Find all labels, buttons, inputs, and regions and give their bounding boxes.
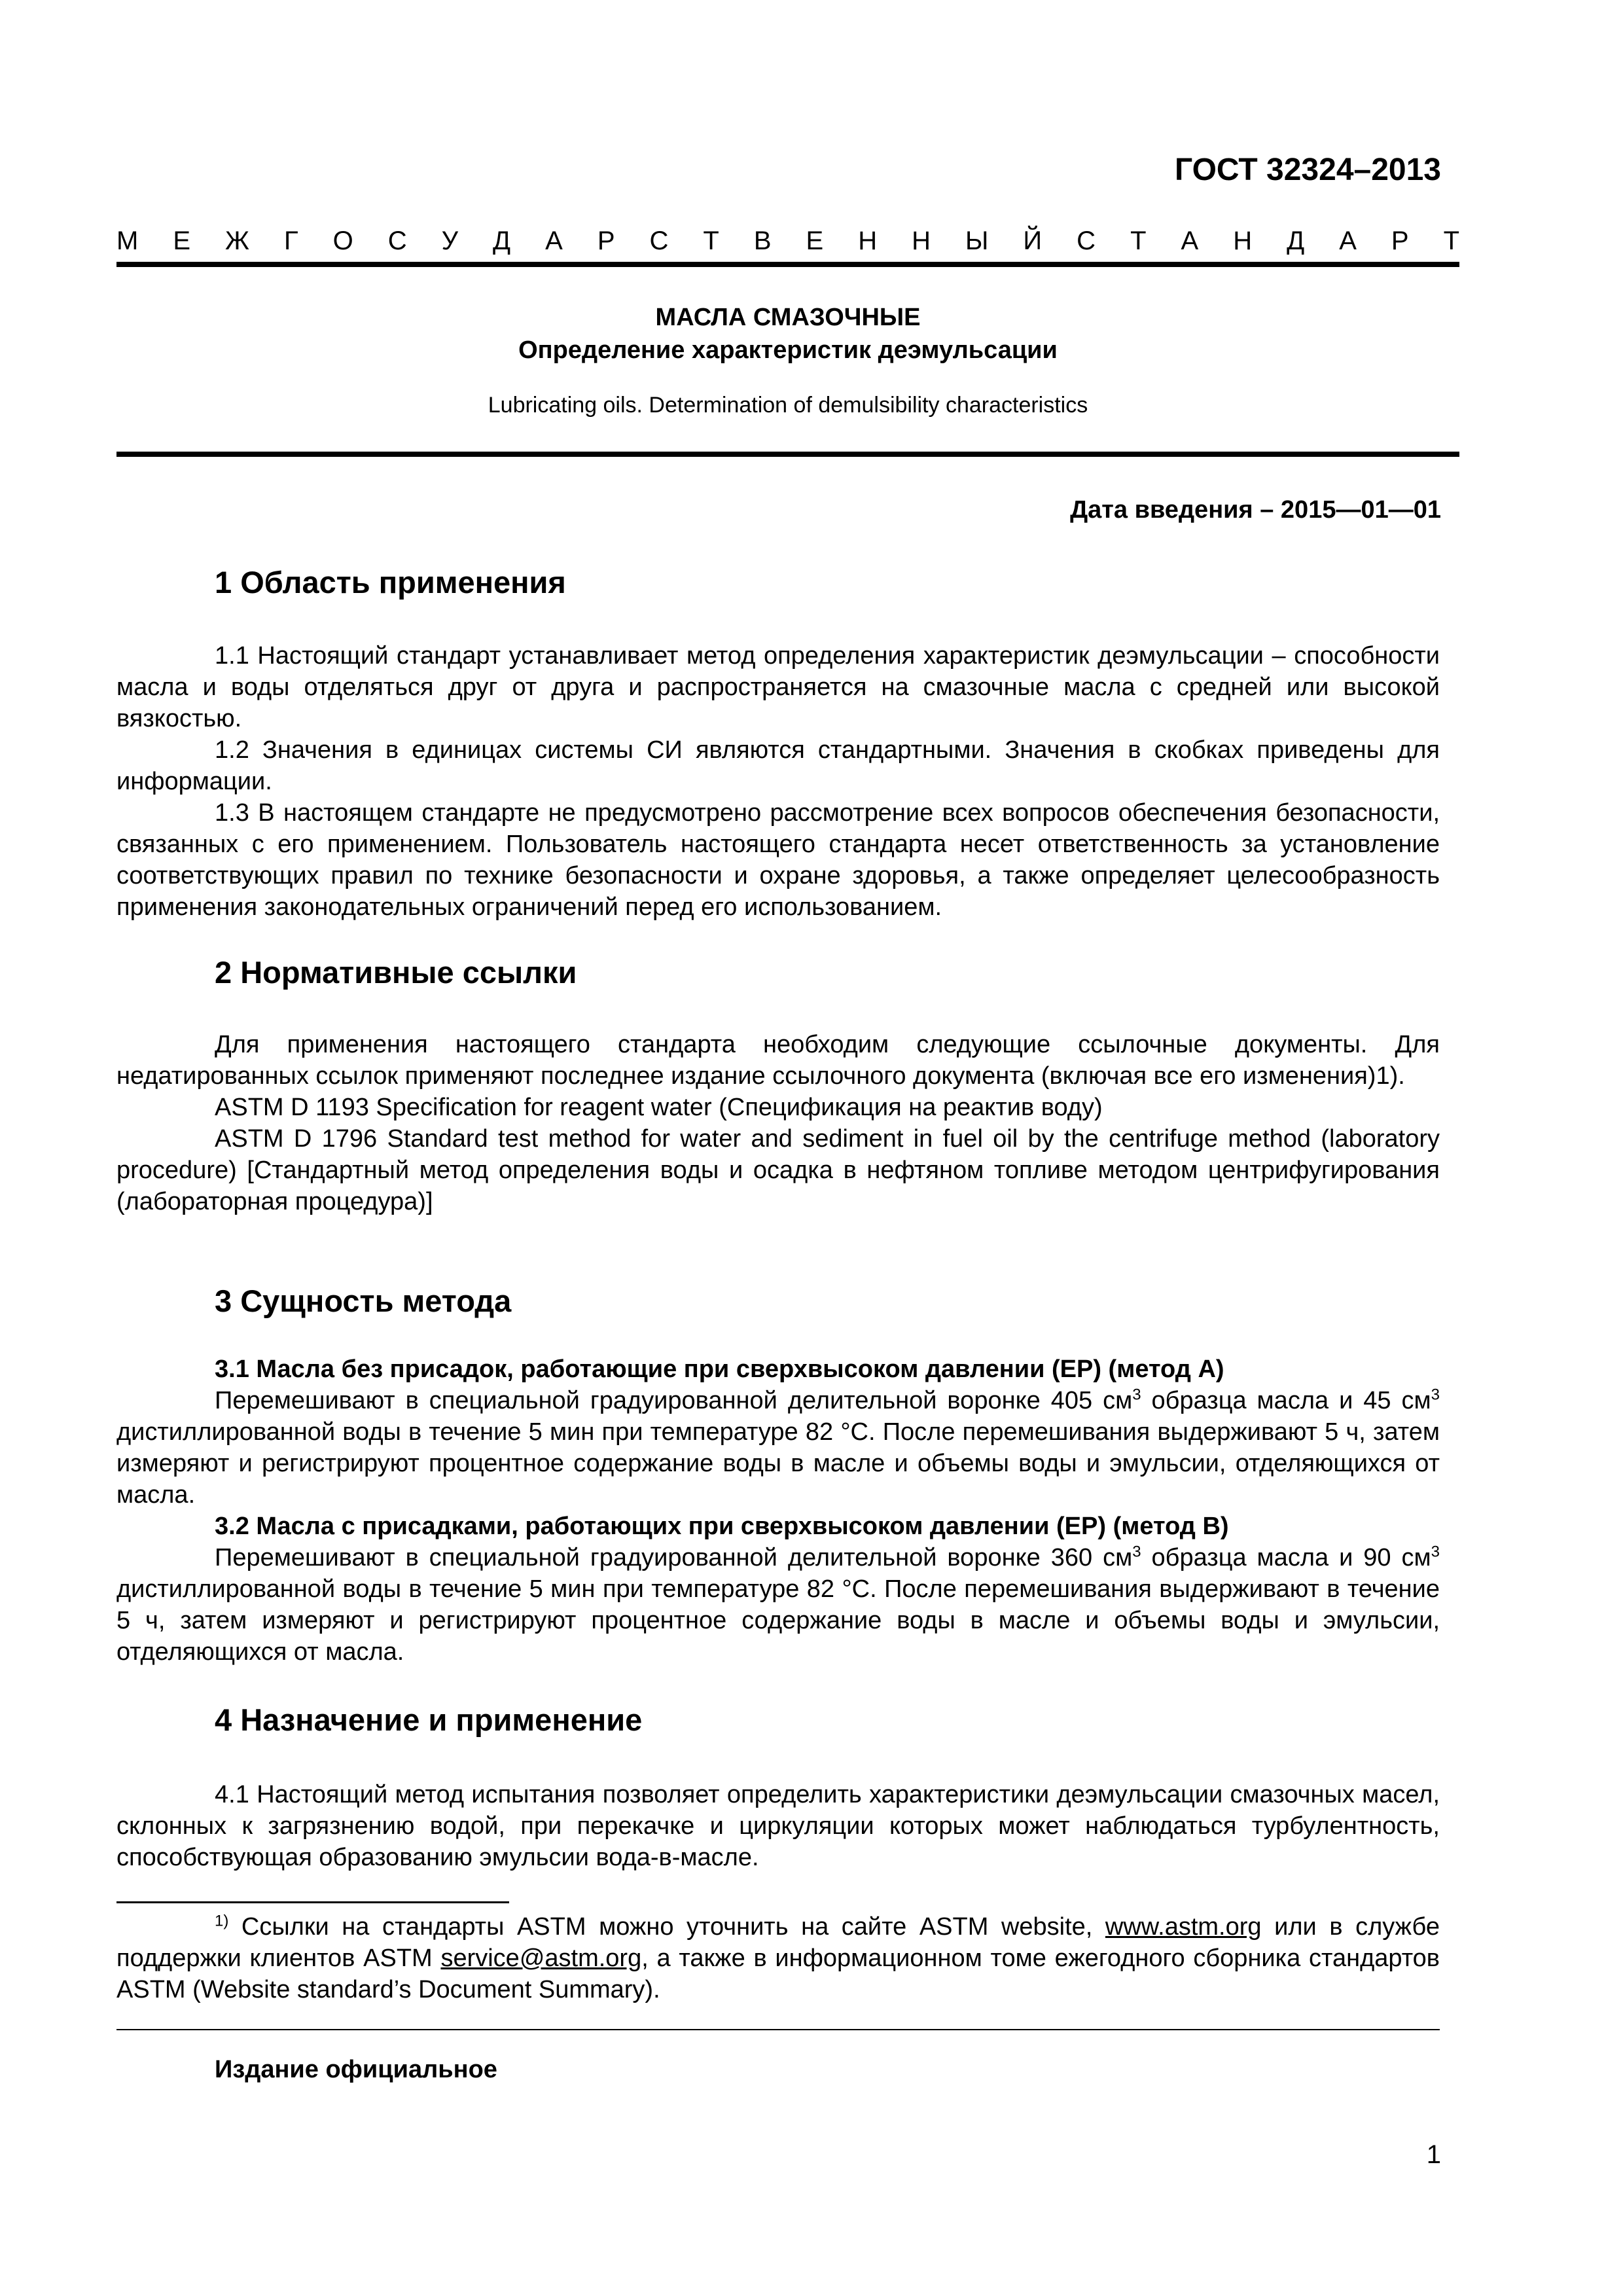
subsection-3-2-heading: 3.2 Масла с присадками, работающих при сверхвысоком давлении (ЕР) (метод В) <box>215 1513 1229 1540</box>
subsection-3-1-heading: 3.1 Масла без присадок, работающие при сверхвысоком давлении (ЕР) (метод А) <box>215 1355 1224 1383</box>
date-of-introduction: Дата введения – 2015—01—01 <box>1070 496 1441 524</box>
section-1-body <box>116 640 1440 923</box>
section-4-heading: 4 Назначение и применение <box>215 1702 643 1737</box>
paragraph-2-1: Для применения настоящего стандарта необходим следующие ссылочные документы. Для недатированных ссылок применяют последнее издание ссылочного документа (включая все его изменения)1). <box>116 1031 1440 1090</box>
footnote-separator <box>116 1901 509 1903</box>
official-edition-label: Издание официальное <box>215 2056 497 2083</box>
page-number: 1 <box>1426 2140 1441 2169</box>
title-rule <box>116 452 1459 457</box>
footnote <box>116 1911 1440 2005</box>
section-4-body <box>116 1779 1440 1873</box>
footnote-text: $^{1)}$ Ссылки на стандарты ASTM можно уточнить на сайте ASTM website, www.astm.org или в службе поддержки клиентов ASTM service@astm.org, а также в информационном томе ежегодного сборника стандартов ASTM (Website standard’s Document Summary). <box>116 1912 1440 2003</box>
astm-service-email-link[interactable]: service@astm.org <box>440 1945 642 1972</box>
title-line-1: МАСЛА СМАЗОЧНЫЕ <box>655 304 921 331</box>
paragraph-3-1: Перемешивают в специальной градуированной делительной воронке 405 $см^3$ образца масла и 45 $см^3$ дистиллированной воды в течение 5 мин при температуре 82 °С. После перемешивания выдерживают 5 ч, затем измеряют и регистрируют процентное содержание воды в масле и объемы воды и эмульсии, отделяющихся от масла. <box>116 1386 1440 1509</box>
title-line-2: Определение характеристик деэмульсации <box>518 336 1058 364</box>
section-1-heading: 1 Область применения <box>215 565 566 600</box>
reference-astm-d1193: ASTM D 1193 Specification for reagent water (Спецификация на реактив воду) <box>215 1094 1103 1121</box>
reference-astm-d1796: ASTM D 1796 Standard test method for water and sediment in fuel oil by the centrifuge method (laboratory procedure) [Стандартный метод определения воды и осадка в нефтяном топливе методом центрифугирования (лабораторная процедура)] <box>116 1125 1440 1215</box>
document-title-en: Lubricating oils. Determination of demulsibility characteristics <box>488 393 1088 418</box>
paragraph-1-2: 1.2 Значения в единицах системы СИ являются стандартными. Значения в скобках приведены для информации. <box>116 736 1440 795</box>
paragraph-3-2: Перемешивают в специальной градуированной делительной воронке 360 $см^3$ образца масла и 90 $см^3$ дистиллированной воды в течение 5 мин при температуре 82 °С. После перемешивания выдерживают в течение 5 ч, затем измеряют и регистрируют процентное содержание воды в масле и объемы воды и эмульсии, отделяющихся от масла. <box>116 1543 1440 1666</box>
section-3-body <box>116 1354 1440 1668</box>
paragraph-1-3: 1.3 В настоящем стандарте не предусмотрено рассмотрение всех вопросов обеспечения безопасности, связанных с его применением. Пользователь настоящего стандарта несет ответственность за установление соответствующих правил по технике безопасности и охране здоровья, а также определяет целесообразность применения законодательных ограничений перед его использованием. <box>116 799 1440 921</box>
header-rule <box>116 262 1459 267</box>
section-2-body <box>116 1029 1440 1217</box>
astm-website-link[interactable]: www.astm.org <box>1105 1913 1262 1941</box>
paragraph-1-1: 1.1 Настоящий стандарт устанавливает метод определения характеристик деэмульсации – способности масла и воды отделяться друг от друга и распространяется на смазочные масла с средней или высокой вязкостью. <box>116 642 1440 732</box>
section-3-heading: 3 Сущность метода <box>215 1283 512 1318</box>
edition-rule <box>116 2029 1440 2030</box>
gost-code: ГОСТ 32324–2013 <box>1175 152 1441 187</box>
interstate-standard-label: М Е Ж Г О С У Д А Р С Т В Е Н Н Ы Й С Т А Н Д А Р Т <box>116 226 1459 255</box>
paragraph-4-1: 4.1 Настоящий метод испытания позволяет определить характеристики деэмульсации смазочных масел, склонных к загрязнению водой, при перекачке и циркуляции которых может наблюдаться турбулентность, способствующая образованию эмульсии вода-в-масле. <box>116 1781 1440 1871</box>
document-title <box>116 301 1459 367</box>
section-2-heading: 2 Нормативные ссылки <box>215 955 577 990</box>
